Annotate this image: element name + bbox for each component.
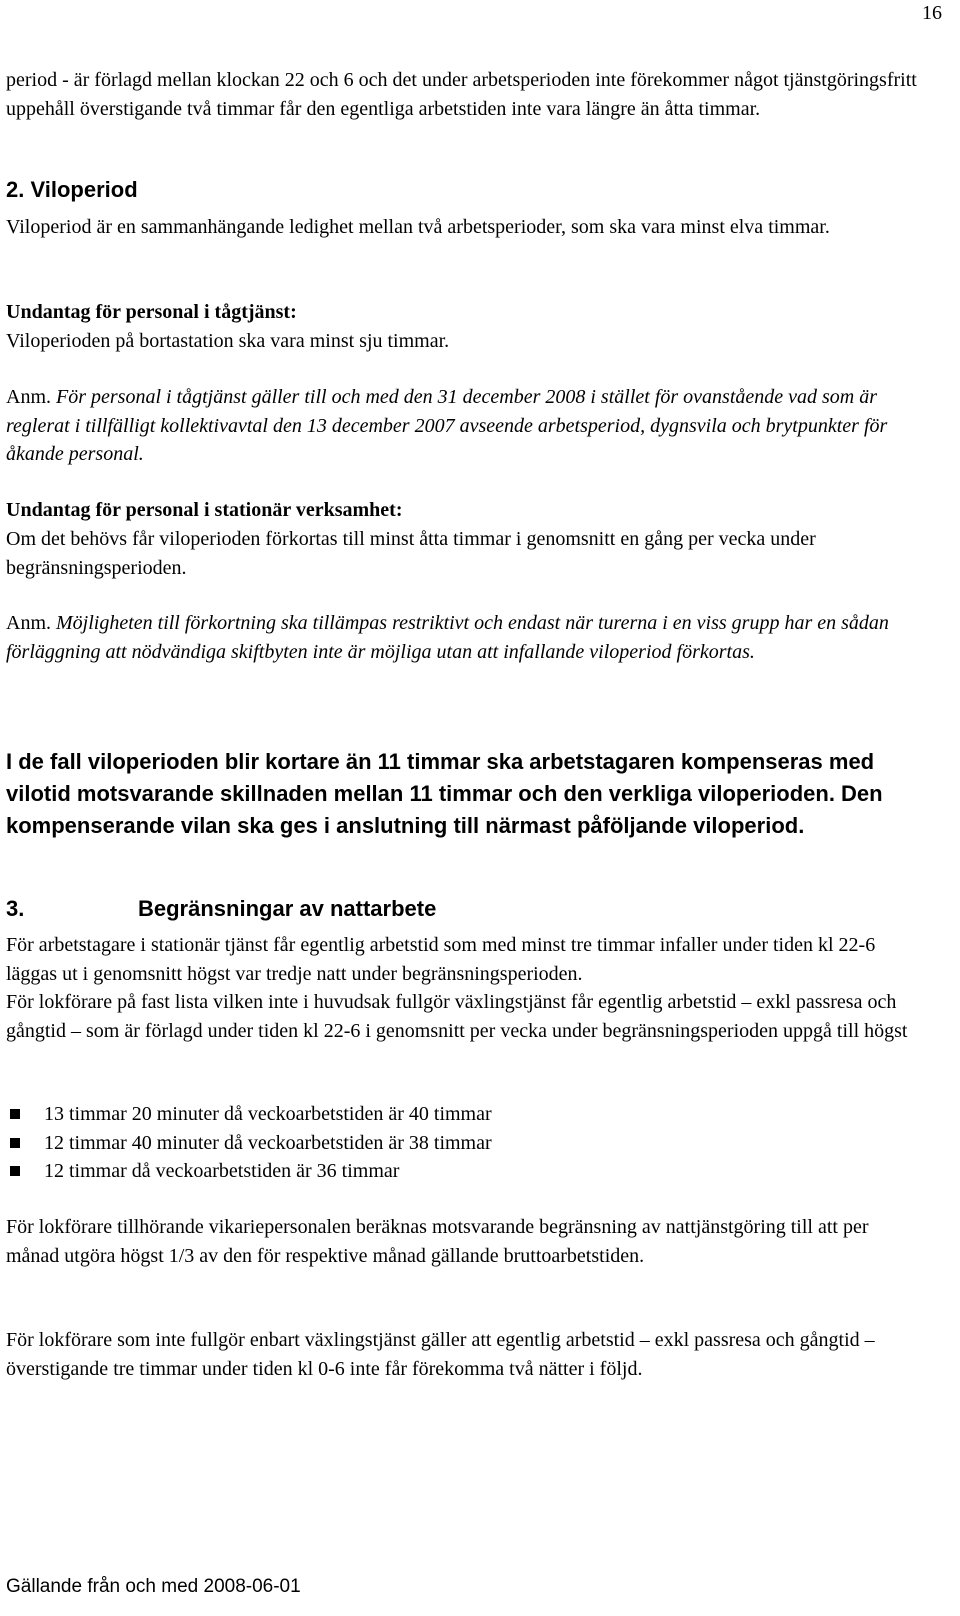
section-3-paragraph-3: För lokförare tillhörande vikariepersonalen beräknas motsvarande begränsning av nattjänstgöring till att per månad utgöra högst 1/3 av den för respektive månad gällande bruttoarbetstiden. (6, 1216, 869, 1267)
square-bullet-icon (10, 1166, 20, 1176)
page-number: 16 (922, 2, 942, 24)
square-bullet-icon (10, 1138, 20, 1148)
note-1-prefix: Anm. (6, 386, 51, 408)
note-2-prefix: Anm. (6, 612, 51, 634)
exception-stationary-body: Om det behövs får viloperioden förkortas till minst åtta timmar i genomsnitt en gång per vecka under begränsningsperioden. (6, 528, 816, 579)
square-bullet-icon (10, 1109, 20, 1119)
list-item (6, 1157, 906, 1186)
list-item-text: 12 timmar då veckoarbetstiden är 36 timmar (44, 1160, 400, 1182)
list-item (6, 1129, 906, 1158)
exception-train-body: Viloperioden på bortastation ska vara minst sju timmar. (6, 330, 450, 352)
section-2-number: 2. (6, 177, 25, 202)
section-3-paragraph-2: För lokförare på fast lista vilken inte i huvudsak fullgör växlingstjänst får egentlig arbetstid – exkl passresa och gångtid – som är förlagd under tiden kl 22-6 i genomsnitt per vecka under begränsningsperioden uppgå till högst (6, 991, 908, 1042)
page-footer: Gällande från och med 2008-06-01 (6, 1576, 301, 1597)
section-3-number: 3. (6, 896, 25, 921)
emphasis-paragraph: I de fall viloperioden blir kortare än 11 timmar ska arbetstagaren kompenseras med vilotid motsvarande skillnaden mellan 11 timmar och den verkliga viloperioden. Den kompenserande vilan ska ges i anslutning till närmast påföljande viloperiod. (6, 749, 883, 838)
section-3-title: Begränsningar av nattarbete (138, 896, 437, 921)
section-2-heading (6, 174, 926, 205)
section-2-body: Viloperiod är en sammanhängande ledighet mellan två arbetsperioder, som ska vara minst elva timmar. (6, 216, 830, 238)
list-item-text: 13 timmar 20 minuter då veckoarbetstiden är 40 timmar (44, 1103, 492, 1125)
note-2-text: Möjligheten till förkortning ska tillämpas restriktivt och endast när turerna i en viss grupp har en sådan förläggning att nödvändiga skiftbyten inte är möjliga utan att infallande viloperiod förkortas. (6, 612, 889, 663)
intro-paragraph: period - är förlagd mellan klockan 22 och 6 och det under arbetsperioden inte förekommer något tjänstgöringsfritt uppehåll överstigande två timmar får den egentliga arbetstiden inte vara längre än åtta timmar. (6, 69, 917, 120)
note-1-text: För personal i tågtjänst gäller till och med den 31 december 2008 i stället för ovanstående vad som är reglerat i tillfälligt kollektivavtal den 13 december 2007 avseende arbetsperiod, dygnsvila och brytpunkter för åkande personal. (6, 386, 888, 465)
note-2 (6, 609, 926, 666)
note-1 (6, 383, 926, 469)
section-3-paragraph-1: För arbetstagare i stationär tjänst får egentlig arbetstid som med minst tre timmar infaller under tiden kl 22-6 läggas ut i genomsnitt högst var tredje natt under begränsningsperioden. (6, 934, 876, 985)
exception-stationary-heading: Undantag för personal i stationär verksamhet: (6, 499, 403, 521)
list-item (6, 1100, 906, 1129)
exception-train-heading: Undantag för personal i tågtjänst: (6, 301, 297, 323)
section-3-paragraph-4: För lokförare som inte fullgör enbart växlingstjänst gäller att egentlig arbetstid – exkl passresa och gångtid – överstigande tre timmar under tiden kl 0-6 inte får förekomma två nätter i följd. (6, 1329, 875, 1380)
list-item-text: 12 timmar 40 minuter då veckoarbetstiden är 38 timmar (44, 1131, 492, 1154)
section-3-heading (6, 893, 926, 924)
section-2-title: Viloperiod (30, 177, 138, 202)
limits-list (6, 1100, 906, 1186)
